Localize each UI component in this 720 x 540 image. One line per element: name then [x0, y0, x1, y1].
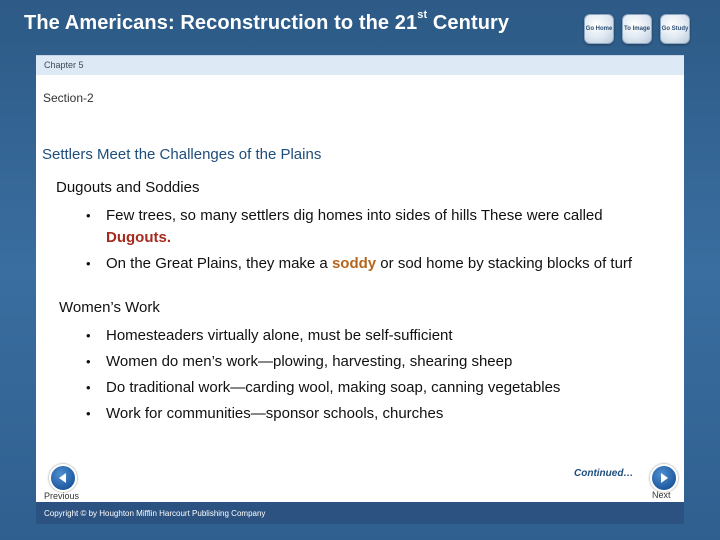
- presentation-title: [24, 9, 510, 35]
- slide-panel: [36, 75, 684, 502]
- next-button[interactable]: [650, 464, 678, 492]
- title-superscript: st: [417, 9, 428, 22]
- next-label[interactable]: Next: [652, 490, 671, 500]
- list-item: [86, 253, 666, 275]
- bullet-text: Do traditional work—carding wool, making soap, canning vegetables: [106, 379, 561, 396]
- copyright-text: Copyright © by Houghton Mifflin Harcourt Publishing Company: [44, 509, 266, 518]
- bullet-icon: •: [86, 380, 91, 395]
- arrow-left-icon: [57, 472, 69, 484]
- study-icon[interactable]: Go Study: [660, 14, 690, 44]
- bullet-text: Homesteaders virtually alone, must be self-sufficient: [106, 327, 453, 344]
- bullet-text: On the Great Plains, they make a: [106, 255, 332, 272]
- list-item: [86, 351, 666, 373]
- arrow-right-icon: [658, 472, 670, 484]
- list-item: [86, 377, 666, 399]
- highlight-dugouts: Dugouts.: [106, 229, 171, 246]
- bullet-icon: •: [86, 208, 91, 223]
- bullet-text: Work for communities—sponsor schools, churches: [106, 405, 444, 422]
- section-label: Section-2: [43, 91, 94, 105]
- slide-heading: Settlers Meet the Challenges of the Plains: [42, 146, 322, 163]
- top-nav-icons: [584, 14, 690, 44]
- bullet-text: Women do men’s work—plowing, harvesting, shearing sheep: [106, 353, 513, 370]
- continued-label: Continued…: [574, 468, 634, 479]
- bullet-icon: •: [86, 354, 91, 369]
- list-item: [86, 325, 666, 347]
- bullet-icon: •: [86, 256, 91, 271]
- title-end: Century: [427, 12, 510, 34]
- highlight-soddy: soddy: [331, 255, 377, 272]
- image-icon[interactable]: To Image: [622, 14, 652, 44]
- home-icon[interactable]: Go Home: [584, 14, 614, 44]
- bullet-icon: •: [86, 406, 91, 421]
- topic-womens-work: Women’s Work: [59, 299, 160, 316]
- bullet-text: or sod home by stacking blocks of turf: [376, 255, 633, 272]
- bullet-text: Few trees, so many settlers dig homes into sides of hills These were called: [106, 207, 603, 224]
- list-item: [86, 205, 666, 249]
- topic-dugouts-soddies: Dugouts and Soddies: [56, 179, 200, 196]
- previous-button[interactable]: [49, 464, 77, 492]
- title-main: The Americans: Reconstruction to the 21: [24, 12, 418, 34]
- chapter-bar: [36, 55, 684, 76]
- list-item: [86, 403, 666, 425]
- bullet-icon: •: [86, 328, 91, 343]
- previous-label[interactable]: Previous: [44, 491, 80, 501]
- footer-bar: [36, 502, 684, 524]
- chapter-label: Chapter 5: [44, 60, 84, 70]
